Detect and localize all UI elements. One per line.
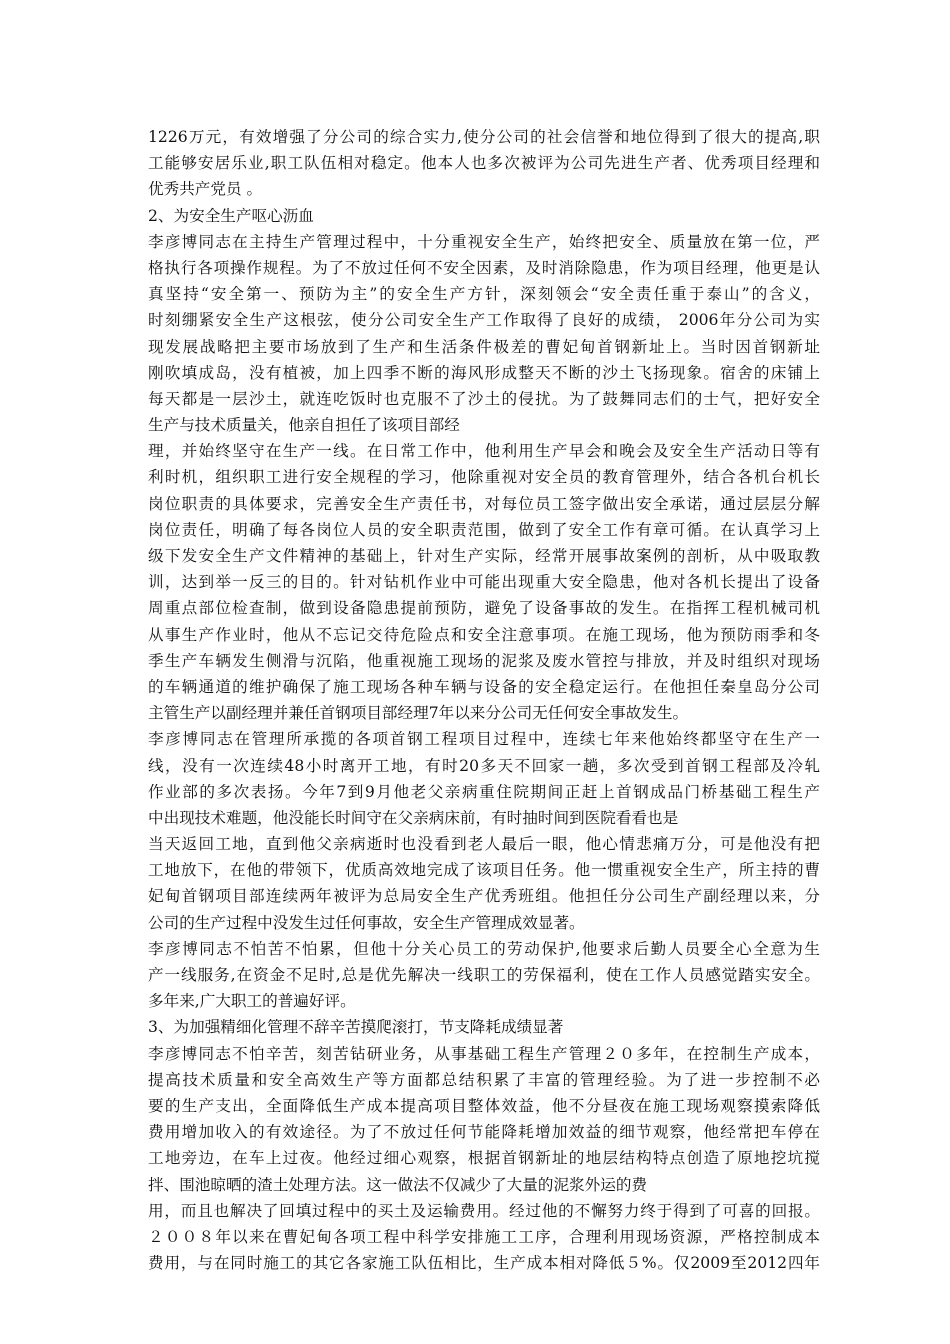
document-body: [148, 124, 820, 1276]
text-line: 线，没有一次连续48小时离开工地，有时20多天不回家一趟，多次受到首钢工程部及冷轧: [148, 756, 820, 775]
text-line: 优秀共产党员 。: [148, 180, 263, 199]
text-line: 2、为安全生产呕心沥血: [148, 206, 314, 225]
text-line: 拌、围池晾晒的渣土处理方法。这一做法不仅减少了大量的泥浆外运的费: [148, 1175, 648, 1194]
text-line: 刚吹填成岛，没有植被，加上四季不断的海风形成整天不断的沙土飞扬现象。宿舍的床铺上: [148, 363, 820, 382]
text-line: 现发展战略把主要市场放到了生产和生活条件极差的曹妃甸首钢新址上。当时因首钢新址: [148, 337, 820, 356]
text-line: 真坚持“安全第一、预防为主”的安全生产方针，深刻领会“安全责任重于泰山”的含义，: [148, 285, 820, 304]
text-line: 岗位职责的具体要求，完善安全生产责任书，对每位员工签字做出安全承诺，通过层层分解: [148, 494, 820, 513]
text-line: 要的生产支出，全面降低生产成本提高项目整体效益，他不分昼夜在施工现场观察摸索降低: [148, 1096, 820, 1115]
text-line: 从事生产作业时，他从不忘记交待危险点和安全注意事项。在施工现场，他为预防雨季和冬: [148, 625, 820, 644]
text-line: 费用增加收入的有效途径。为了不放过任何节能降耗增加效益的细节观察，他经常把车停在: [148, 1123, 820, 1142]
text-line: 作业部的多次表扬。今年7到9月他老父亲病重住院期间正赶上首钢成品门桥基础工程生产: [148, 782, 820, 801]
text-line: 利时机，组织职工进行安全规程的学习，他除重视对安全员的教育管理外，结合各机台机长: [148, 468, 820, 487]
text-line: 的车辆通道的维护确保了施工现场各种车辆与设备的安全稳定运行。在他担任秦皇岛分公司: [148, 677, 820, 696]
text-line: 李彦博同志在管理所承揽的各项首钢工程项目过程中，连续七年来他始终都坚守在生产一: [148, 730, 820, 749]
text-line: 训，达到举一反三的目的。针对钻机作业中可能出现重大安全隐患，他对各机长提出了设备: [148, 573, 820, 592]
text-line: 工能够安居乐业,职工队伍相对稳定。他本人也多次被评为公司先进生产者、优秀项目经理和: [148, 154, 820, 173]
text-line: 格执行各项操作规程。为了不放过任何不安全因素，及时消除隐患，作为项目经理，他更是认: [148, 258, 820, 277]
text-line: 当天返回工地，直到他父亲病逝时也没看到老人最后一眼，他心情悲痛万分，可是他没有把: [148, 835, 820, 854]
text-line: 工地放下，在他的带领下，优质高效地完成了该项目任务。他一惯重视安全生产，所主持的曹: [148, 861, 820, 880]
text-line: 李彦博同志在主持生产管理过程中，十分重视安全生产，始终把安全、质量放在第一位，严: [148, 232, 820, 251]
text-line: 3、为加强精细化管理不辞辛苦摸爬滚打，节支降耗成绩显著: [148, 1018, 564, 1037]
text-line: 多年来,广大职工的普遍好评。: [148, 992, 356, 1011]
text-line: 主管生产以副经理并兼任首钢项目部经理7年以来分公司无任何安全事故发生。: [148, 704, 689, 723]
text-line: 产一线服务,在资金不足时,总是优先解决一线职工的劳保福利，使在工作人员感觉踏实安全。: [148, 966, 820, 984]
text-line: 用，而且也解决了回填过程中的买土及运输费用。经过他的不懈努力终于得到了可喜的回报。: [148, 1201, 820, 1220]
text-line: 每天都是一层沙土，就连吃饭时也克服不了沙土的侵扰。为了鼓舞同志们的士气，把好安全: [148, 389, 820, 408]
text-line: 岗位责任，明确了每各岗位人员的安全职责范围，做到了安全工作有章可循。在认真学习上: [148, 520, 820, 539]
text-line: 级下发安全生产文件精神的基础上，针对生产实际，经常开展事故案例的剖析，从中吸取教: [148, 547, 820, 565]
text-line: 1226万元，有效增强了分公司的综合实力,使分公司的社会信誉和地位得到了很大的提高,职: [148, 128, 820, 146]
text-line: 时刻绷紧安全生产这根弦，使分公司安全生产工作取得了良好的成绩， 2006年分公司为实: [148, 311, 820, 330]
text-line: 李彦博同志不怕苦不怕累，但他十分关心员工的劳动保护,他要求后勤人员要全心全意为生: [148, 939, 820, 958]
text-line: 工地旁边，在车上过夜。他经过细心观察，根据首钢新址的地层结构特点创造了原地挖坑搅: [148, 1149, 820, 1168]
text-line: ２００８年以来在曹妃甸各项工程中科学安排施工工序，合理利用现场资源，严格控制成本: [148, 1227, 820, 1246]
text-line: 中出现技术难题，他没能长时间守在父亲病床前，有时抽时间到医院看看也是: [148, 808, 679, 827]
text-line: 周重点部位检查制，做到设备隐患提前预防，避免了设备事故的发生。在指挥工程机械司机: [148, 599, 820, 618]
text-line: 公司的生产过程中没发生过任何事故，安全生产管理成效显著。: [148, 913, 585, 932]
text-line: 提高技术质量和安全高效生产等方面都总结积累了丰富的管理经验。为了进一步控制不必: [148, 1070, 820, 1089]
text-line: 妃甸首钢项目部连续两年被评为总局安全生产优秀班组。他担任分公司生产副经理以来，分: [148, 887, 820, 906]
text-line: 李彦博同志不怕辛苦，刻苦钻研业务，从事基础工程生产管理２０多年，在控制生产成本，: [148, 1044, 820, 1063]
text-line: 生产与技术质量关，他亲自担任了该项目部经: [148, 416, 460, 435]
text-line: 理，并始终坚守在生产一线。在日常工作中，他利用生产早会和晚会及安全生产活动日等有: [148, 442, 820, 461]
text-line: 季生产车辆发生侧滑与沉陷，他重视施工现场的泥浆及废水管控与排放，并及时组织对现场: [148, 651, 820, 670]
text-line: 费用，与在同时施工的其它各家施工队伍相比，生产成本相对降低５%。仅2009至2012四年: [148, 1254, 820, 1273]
